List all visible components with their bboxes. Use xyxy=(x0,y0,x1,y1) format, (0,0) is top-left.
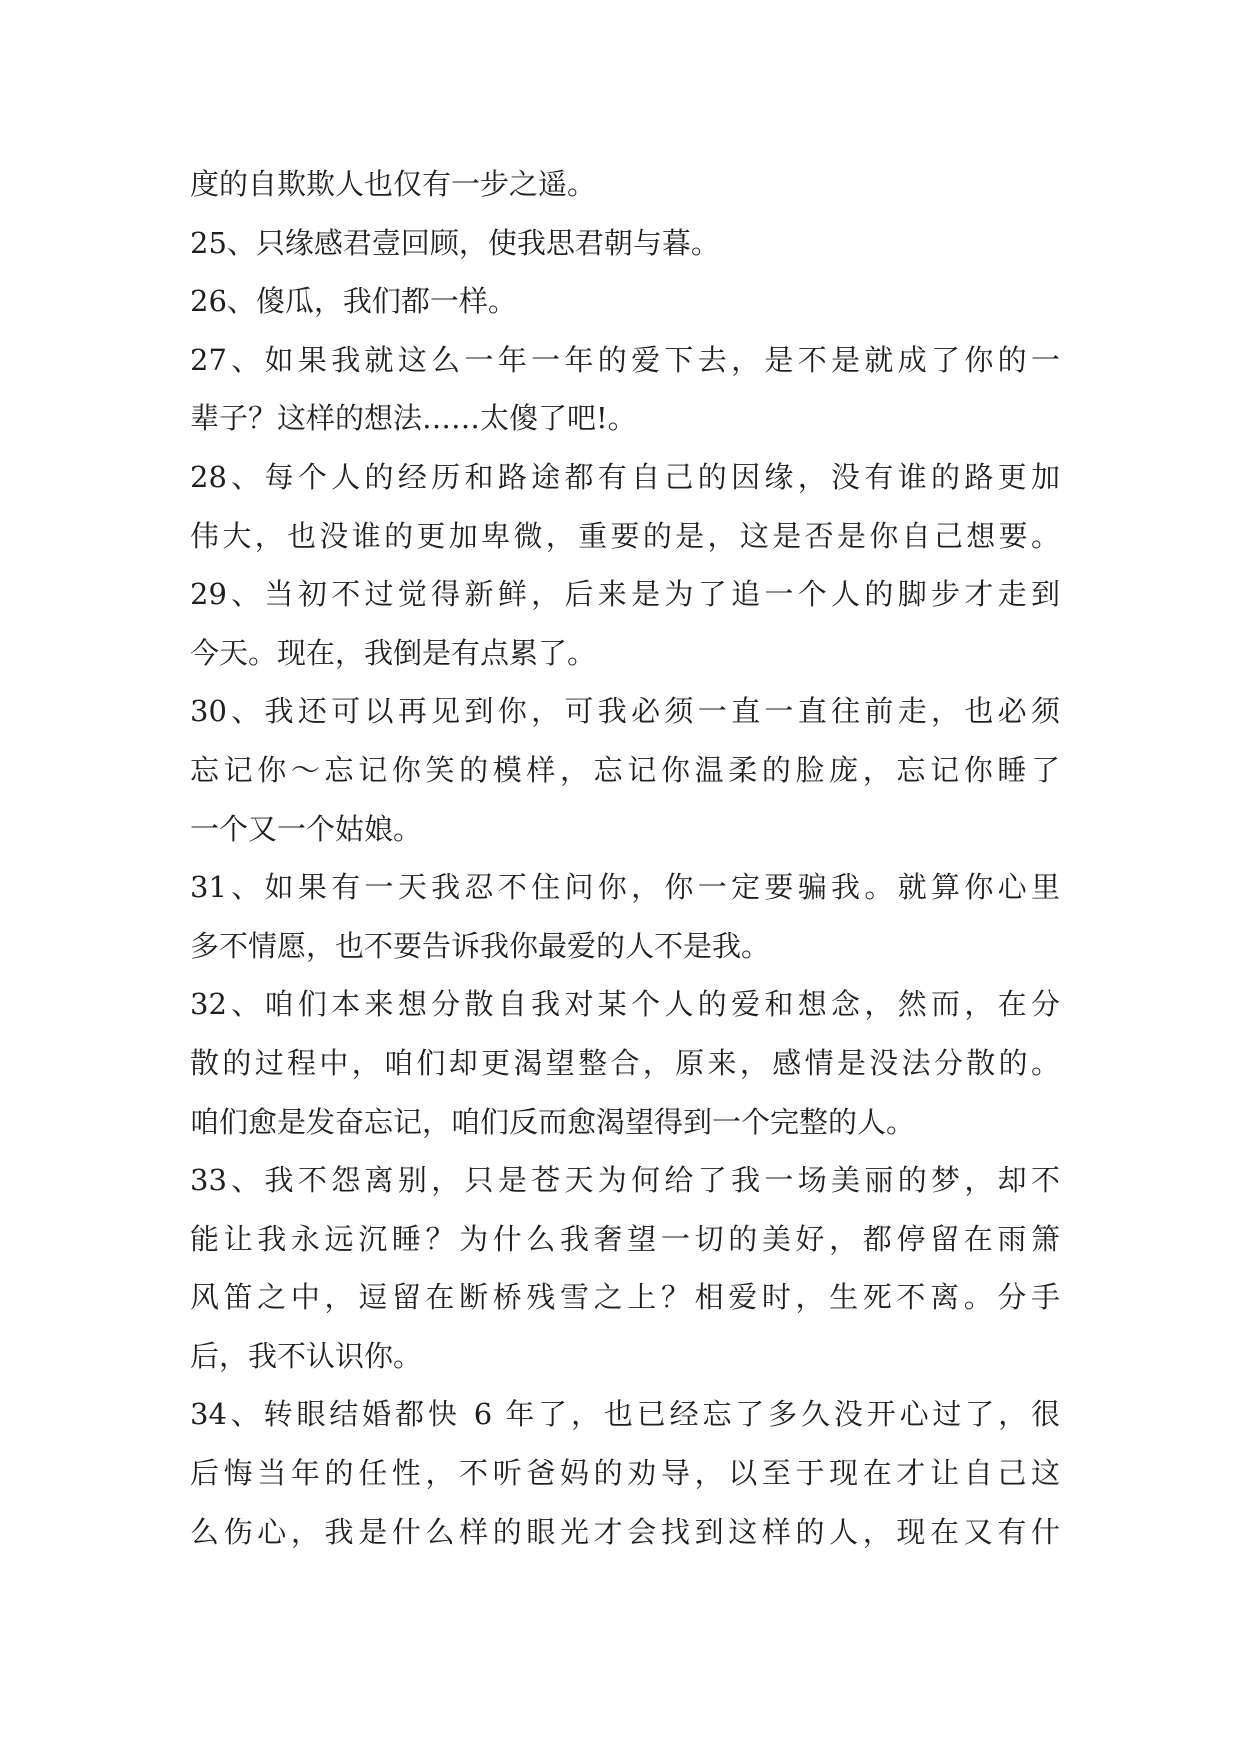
text-line: 34、转眼结婚都快 6 年了，也已经忘了多久没开心过了，很 xyxy=(190,1397,1060,1432)
text-line: 28、每个人的经历和路途都有自己的因缘，没有谁的路更加 xyxy=(190,459,1060,494)
text-line: 忘记你～忘记你笑的模样，忘记你温柔的脸庞，忘记你睡了 xyxy=(190,752,1060,787)
text-line: 30、我还可以再见到你，可我必须一直一直往前走，也必须 xyxy=(190,694,1060,729)
text-line: 么伤心，我是什么样的眼光才会找到这样的人，现在又有什 xyxy=(190,1514,1060,1549)
text-line: 能让我永远沉睡？为什么我奢望一切的美好，都停留在雨箫 xyxy=(190,1221,1060,1256)
text-line: 一个又一个姑娘。 xyxy=(190,811,423,846)
text-line: 散的过程中，咱们却更渴望整合，原来，感情是没法分散的。 xyxy=(190,1045,1060,1080)
text-line: 33、我不怨离别，只是苍天为何给了我一场美丽的梦，却不 xyxy=(190,1163,1060,1198)
text-line: 29、当初不过觉得新鲜，后来是为了追一个人的脚步才走到 xyxy=(190,577,1060,612)
text-line: 后悔当年的任性，不听爸妈的劝导，以至于现在才让自己这 xyxy=(190,1456,1060,1491)
text-line: 25、只缘感君壹回顾，使我思君朝与暮。 xyxy=(190,225,720,260)
text-line: 32、咱们本来想分散自我对某个人的爱和想念，然而，在分 xyxy=(190,987,1060,1022)
text-line: 27、如果我就这么一年一年的爱下去，是不是就成了你的一 xyxy=(190,342,1060,377)
text-line: 度的自欺欺人也仅有一步之遥。 xyxy=(190,167,597,201)
text-line: 伟大，也没谁的更加卑微，重要的是，这是否是你自己想要。 xyxy=(190,518,1060,553)
text-line: 咱们愈是发奋忘记，咱们反而愈渴望得到一个完整的人。 xyxy=(190,1104,916,1139)
text-line: 多不情愿，也不要告诉我你最爱的人不是我。 xyxy=(190,928,771,963)
text-line: 风笛之中，逗留在断桥残雪之上？相爱时，生死不离。分手 xyxy=(190,1280,1060,1315)
text-line: 今天。现在，我倒是有点累了。 xyxy=(190,635,597,670)
body-text xyxy=(190,155,1060,1561)
text-line: 31、如果有一天我忍不住问你，你一定要骗我。就算你心里 xyxy=(190,870,1060,905)
text-line: 辈子？这样的想法……太傻了吧!。 xyxy=(190,401,637,436)
text-line: 26、傻瓜，我们都一样。 xyxy=(190,284,517,319)
text-line: 后，我不认识你。 xyxy=(190,1338,423,1373)
